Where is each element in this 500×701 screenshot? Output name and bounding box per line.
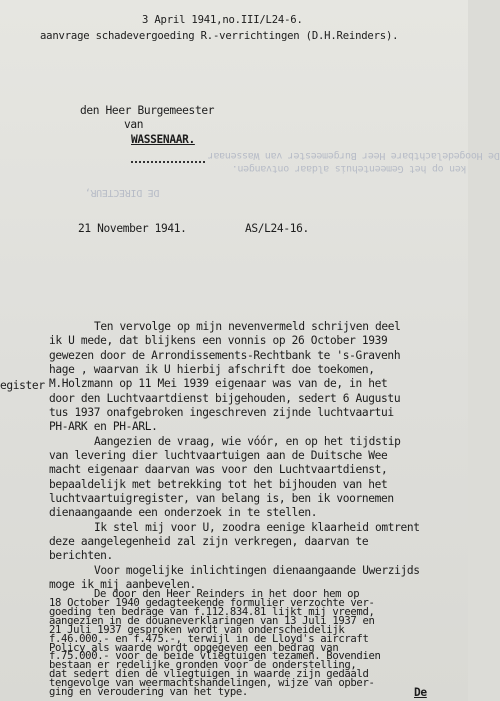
addressee-city: WASSENAAR. — [131, 133, 195, 146]
body-line: gewezen door de Arrondissements-Rechtbank te 's-Gravenh — [49, 349, 401, 362]
body-line: Policy als waarde wordt opgegeven een bedrag van — [49, 641, 339, 654]
body-line: ging en veroudering van het type. — [49, 686, 248, 698]
body-line: van levering dier luchtvaartuigen aan de Duitsche Wee — [49, 449, 388, 462]
city-double-underline — [131, 148, 205, 167]
body-line: Aangezien de vraag, wie vóór, en op het tijdstip — [94, 435, 401, 448]
header-subject: aanvrage schadevergoeding R.-verrichtingen (D.H.Reinders). — [40, 30, 399, 42]
body-line: hage , waarvan ik U hierbij afschrift doe toekomen, — [49, 363, 375, 376]
bleed-through-line3: DE DIRECTEUR, — [85, 187, 160, 198]
body-line: f.75.000.- voor de beide vliegtuigen tezamen. Bovendien — [49, 650, 381, 663]
addressee-line2: van — [124, 118, 144, 131]
body-line: aangezien in de douaneverklaringen van 13 Juli 1937 en — [49, 614, 375, 627]
body-line: Voor mogelijke inlichtingen dienaangaande Uwerzijds — [94, 564, 420, 577]
body-line: deze aangelegenheid zal zijn verkregen, daarvan te — [49, 535, 369, 548]
letter-reference: AS/L24-16. — [245, 222, 309, 235]
header-date-ref: 3 April 1941,no.III/L24-6. — [142, 14, 303, 26]
body-line: Ten vervolge op mijn nevenvermeld schrijven deel — [94, 320, 401, 333]
body-line: dienaangaande een onderzoek in te stellen. — [49, 506, 318, 519]
body-line: macht eigenaar daarvan was voor den Luchtvaartdienst, — [49, 463, 388, 476]
body-line: PH-ARK en PH-ARL. — [49, 420, 158, 433]
body-line: f.46.000.- en f.475.-, terwijl in de Lloyd's aircraft — [49, 632, 369, 645]
margin-note: egister — [0, 379, 45, 392]
body-line: Ik stel mij voor U, zoodra eenige klaarheid omtrent — [94, 521, 420, 534]
body-line: 21 Juli 1937 gesproken wordt van onderscheidelijk — [49, 623, 345, 636]
bleed-through-line1: De Hoogedelachtbare Heer Burgemeester van Wassenaar — [208, 150, 500, 161]
bleed-through-line2: ken op het Gemeentehuis aldaar ontvangen. — [232, 163, 467, 174]
body-line: dat sedert dien de vliegtuigen in waarde zijn gedaald — [49, 668, 369, 681]
body-line: 18 October 1940 gedagteekende formulier verzochte ver- — [49, 596, 375, 609]
body-line: tengevolge van weermachtshandelingen, wijze van opber- — [49, 677, 375, 690]
letter-date: 21 November 1941. — [78, 222, 187, 235]
body-line: bepaaldelijk met betrekking tot het bijhouden van het — [49, 478, 388, 491]
continuation-word: De — [414, 686, 427, 699]
body-line: door den Luchtvaartdienst bijgehouden, sedert 6 Augustu — [49, 392, 401, 405]
addressee-line1: den Heer Burgemeester — [80, 104, 215, 117]
body-line: berichten. — [49, 549, 113, 562]
body-line: bestaan er redelijke gronden voor de onderstelling, — [49, 659, 357, 672]
body-line: tus 1937 onafgebroken ingeschreven zijnde luchtvaartui — [49, 406, 394, 419]
body-line: M.Holzmann op 11 Mei 1939 eigenaar was van de, in het — [49, 377, 388, 390]
body-line: goeding ten bedrage van f.112.834.81 lijkt mij vreemd, — [49, 605, 375, 618]
body-line: moge ik mij aanbevelen. — [49, 578, 196, 591]
body-line: De door den Heer Reinders in het door hem op — [94, 588, 360, 600]
body-line: ik U mede, dat blijkens een vonnis op 26 October 1939 — [49, 334, 388, 347]
body-line: luchtvaartuigregister, van belang is, ben ik voornemen — [49, 492, 394, 505]
